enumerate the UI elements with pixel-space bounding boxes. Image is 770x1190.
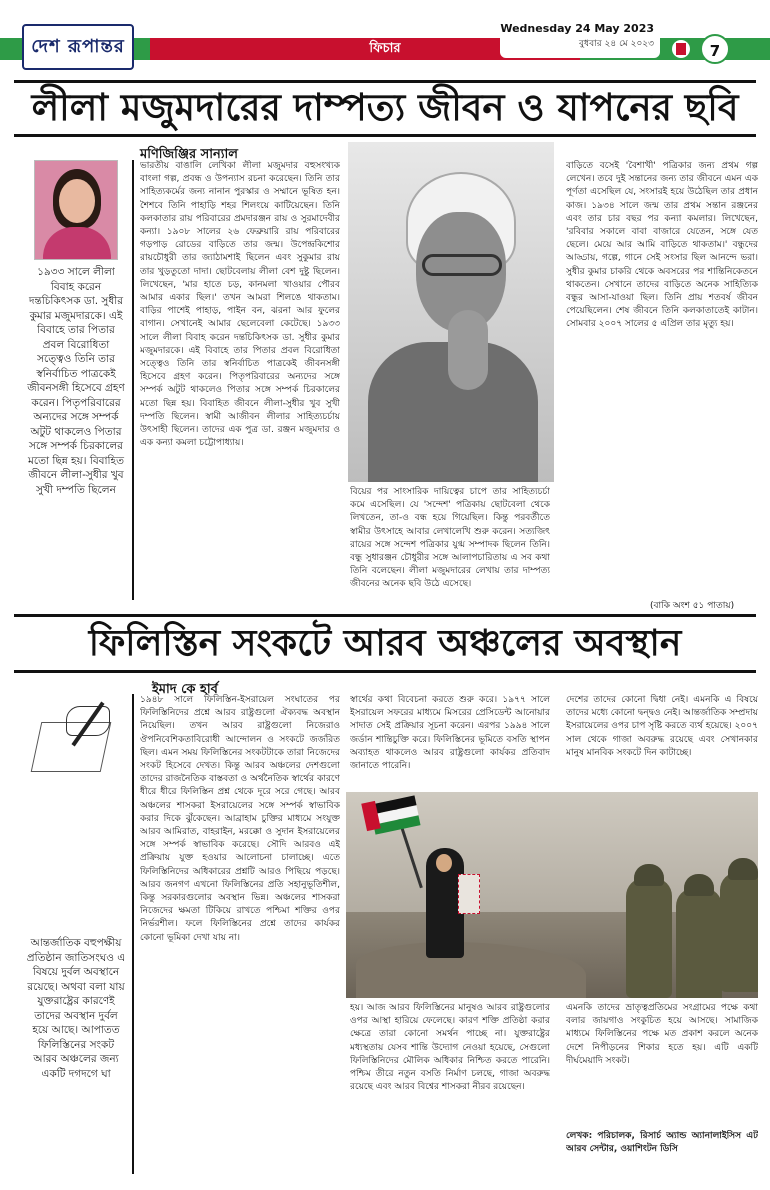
protester-scarf	[458, 874, 480, 914]
article-1-column-1: ভারতীয় বাঙালি লেখিকা লীলা মজুমদার বহুসংখ্যক বাংলা গল্প, প্রবন্ধ ও উপন্যাস রচনা করেছেন। তিনি তার সাহিত্যকর্মের জন্য নানান পুরস্কার ও সম্মানে ভূষিত হন। শৈশবে তিনি পাহাড়ি শহর শিলংয়ে কাটিয়েছেন। তিনি কলকাতার রায় পরিবারের প্রমদারঞ্জন রায় ও সুরমাদেবীর কন্যা। ১৯০৮ সালের ২৬ ফেব্রুয়ারি রায় পরিবারের গড়পাড় রোডের বাড়িতে তার জন্ম। উপেন্দ্রকিশোর রায়চৌধুরী তার জ্যাঠামশাই ছিলেন এবং সুকুমার রায় তার খুড়তুতো দাদা। ছোটবেলায় লীলা বেশ দুষ্টু ছিলেন। লিখেছেন, 'মার হাতে চড়, কানমলা খাওয়ার পৌরব আমার একার ছিল।' তখন আমরা শিলঙে থাকতাম। বাড়ির পাশেই পাহাড়, পাইন বন, ঝরনা আর ফুলের বাগান। সেখানেই আমার ছেলেবেলা কেটেছে। ১৯৩৩ সালে লীলা বিবাহ করেন দন্তচিকিৎসক ডা. সুধীর কুমার মজুমদারকে। এই বিবাহে তার পিতার প্রবল বিরোধিতা সত্ত্বেও তিনি তার স্বনির্বাচিত পাত্রকেই জীবনসঙ্গী হিসেবে গ্রহণ করেন। পিতৃপরিবারের অন্যদের সঙ্গে সম্পর্ক অটুট থাকলেও পিতার সঙ্গে সম্পর্ক চিরকালের মতো ছিন্ন হয়। বিবাহিত জীবনে লীলা-সুধীর খুব সুখী দম্পতি ছিলেন। স্বামী আজীবন লীলার সাহিত্যচর্চায় উৎসাহী ছিলেন। তাদের এক পুত্র ডা. রঞ্জন মজুমদার ও এক কন্যা কমলা চট্টোপাধ্যায়।	[140, 161, 340, 449]
protester-face	[436, 854, 452, 872]
helmet-icon	[728, 858, 758, 880]
byline-article-2: ইমাদ কে হার্ব	[152, 682, 218, 697]
article-2-column-3: দেশের তাদের কোনো দ্বিধা নেই। এমনকি এ বিষয়ে তাদের মধ্যে কোনো দ্বন্দ্বও নেই। আন্তর্জাতিক সম্প্রদায় ইসরায়েলের ওপর চাপ সৃষ্টি করতে ব্যর্থ হয়েছে। ২০০৭ সাল থেকে গাজা অবরুদ্ধ রয়েছে এবং সেখানকার মানুষ মানবিক সংকটে দিন কাটাচ্ছে।	[566, 695, 758, 758]
lila-majumdar-photo	[348, 142, 554, 482]
soldier-figure	[676, 888, 722, 998]
column-divider	[132, 694, 134, 1174]
photo-figure-hand	[448, 310, 488, 390]
divider	[14, 614, 756, 617]
headline-article-1: লীলা মজুমদারের দাম্পত্য জীবন ও যাপনের ছবি	[31, 85, 739, 129]
article-2-column-5: এমনকি তাদের ভ্রাতৃত্বপ্রতিমের সংগ্রামের পক্ষে কথা বলার জায়গাও সংকুচিত হয়ে আসছে। সামাজিক মাধ্যমে ফিলিস্তিনের পক্ষে মত প্রকাশ করলে অনেক দেশে নিপীড়নের শিকার হতে হয়। এটি একটি দীর্ঘমেয়াদি সংকট।	[566, 1003, 758, 1066]
section-tag: ফিচার	[369, 41, 401, 56]
date-english: Wednesday 24 May 2023	[500, 22, 654, 35]
divider	[14, 134, 756, 137]
palestine-protest-photo	[346, 792, 758, 998]
article-1-column-3: বাড়িতে বসেই 'বৈশাখী' পত্রিকার জন্য প্রথম গল্প লেখেন। তবে দুই সন্তানের জন্য তার জীবনে এমন এক পূর্ণতা এসেছিল যে, সংসারই হয়ে উঠেছিল তার প্রধান কাজ। ১৯৩৪ সালে জন্ম তার প্রথম সন্তান রঞ্জনের এবং তার চার বছর পর কন্যা কমলার। লিখেছেন, 'রবিবার সকালে বাবা বাজারে যেতেন, সঙ্গে যেত ছেলে। মেয়ে আর আমি বাড়িতে থাকতাম।' বন্ধুদের আড্ডায়, গল্পে, গানে সেই সংসার ছিল আনন্দে ভরা। সুধীর কুমার চাকরি থেকে অবসরের পর শান্তিনিকেতনে থাকতেন। সেখানে তাদের বাড়িতে অনেক সাহিত্যিক বন্ধুর আসা-যাওয়া ছিল। তিনি প্রায় শতবর্ষ জীবন পেয়েছিলেন। শেষ জীবনে তিনি কলকাতাতেই কাটান। সোমবার ২০০৭ সালের ৫ এপ্রিল তার মৃত্যু হয়।	[566, 161, 758, 330]
page-number: 7	[700, 34, 730, 64]
column-divider	[132, 160, 134, 600]
author-note: লেখক: পরিচালক, রিসার্চ অ্যান্ড অ্যানালাইসিস এট আরব সেন্টার, ওয়াশিংটন ডিসি	[566, 1131, 758, 1155]
date-bangla: বুধবার ২৪ মে ২০২৩	[579, 39, 654, 49]
writing-hand-sketch	[26, 692, 126, 782]
author-portrait-image	[34, 160, 118, 260]
byline-article-1: মণিজিঞ্জির সান্যাল	[140, 147, 238, 162]
soldier-figure	[626, 878, 672, 998]
pull-quote-article-2: আন্তর্জাতিক বহুপক্ষীয় প্রতিষ্ঠান জাতিসংঘও এ বিষয়ে দুর্বল অবস্থানে রয়েছে। অথবা বলা যায় যুক্তরাষ্ট্রের কারণেই তাদের অবস্থান দুর্বল হয়ে আছে। আপাতত ফিলিস্তিনের সংকট আরব অঞ্চলের জন্য একটি দগদগে ঘা	[26, 937, 126, 1080]
portrait-body	[43, 227, 111, 260]
photo-figure-glasses	[422, 254, 502, 276]
continued-note: (বাকি অংশ ৫১ পাতায়)	[650, 601, 735, 611]
article-2-column-2: স্বার্থের কথা বিবেচনা করতে শুরু করে। ১৯৭৭ সালে ইসরায়েল সফরের মাধ্যমে মিসরের প্রেসিডেন্ট আনোয়ার সাদাত সেই প্রক্রিয়ার সূচনা করেন। এরপর ১৯৯৪ সালে জর্ডান শান্তিচুক্তি করে। ফিলিস্তিনের ভূমিতে বসতি স্থাপন অব্যাহত থাকলেও আরব রাষ্ট্রগুলো কার্যকর প্রতিবাদ জানাতে পারেনি।	[350, 695, 550, 772]
article-2-column-1: ১৯৪৮ সালে ফিলিস্তিন-ইসরায়েল সংঘাতের পর ফিলিস্তিনিদের প্রশ্নে আরব রাষ্ট্রগুলো ঐক্যবদ্ধ অবস্থান নিয়েছিল। তখন আরব রাষ্ট্রগুলো নিজেরাও ঔপনিবেশিকতাবিরোধী আন্দোলন ও সংকটে জর্জরিত ছিল। এমন সময় ফিলিস্তিনের সংকটটাকে তারা নিজেদের সংকট হিসেবে দেখত। কিন্তু আরব অঞ্চলের দেশগুলো তাদের রাজনৈতিক বাস্তবতা ও অর্থনৈতিক স্বার্থের কারণে ধীরে ধীরে ফিলিস্তিন প্রশ্ন থেকে দূরে সরে গেছে। আরব অঞ্চলের শাসকরা ইসরায়েলের সঙ্গে সম্পর্ক স্বাভাবিক করার দিকে ঝুঁকেছেন। আব্রাহাম চুক্তির মাধ্যমে সংযুক্ত আরব আমিরাত, বাহরাইন, মরক্কো ও সুদান ইসরায়েলের সঙ্গে সম্পর্ক স্বাভাবিক করেছে। সৌদি আরবও এই প্রক্রিয়ায় যুক্ত হওয়ার আলোচনা চালাচ্ছে। এতে ফিলিস্তিনিদের অধিকারের প্রশ্নটি আরও পিছিয়ে পড়ছে। আরব জনগণ এখনো ফিলিস্তিনের প্রতি সহানুভূতিশীল, কিন্তু সরকারগুলোর অবস্থান ভিন্ন। অঞ্চলের শাসকরা নিজেদের ক্ষমতা টিকিয়ে রাখতে পশ্চিমা শক্তির ওপর নির্ভরশীল। ফলে ফিলিস্তিনের প্রশ্নে তাদের কার্যকর কোনো ভূমিকা দেখা যায় না।	[140, 695, 340, 943]
headline-article-2: ফিলিস্তিন সংকটে আরব অঞ্চলের অবস্থান	[88, 622, 682, 664]
newspaper-logo[interactable]	[22, 24, 134, 70]
article-1-column-2: বিয়ের পর সাংসারিক দায়িত্বের চাপে তার সাহিত্যচর্চা কমে এসেছিল। যে 'সন্দেশ' পত্রিকায় ছোটবেলা থেকে লিখতেন, তা-ও বন্ধ হয়ে গিয়েছিল। কিন্তু পরবর্তীতে স্বামীর উৎসাহে আবার লেখালেখি শুরু করেন। সত্যজিৎ রায়ের সঙ্গে সন্দেশ পত্রিকার যুগ্ম সম্পাদক ছিলেন তিনি। বন্ধু সুধারঞ্জন চৌধুরীর সঙ্গে আলাপচারিতায় এ সব কথা তিনি বলেছেন। লীলা মজুমদারের লেখায় তার দাম্পত্য জীবনের অনেক ছবি উঠে এসেছে।	[350, 487, 550, 590]
divider	[14, 670, 756, 673]
portrait-face	[59, 179, 95, 223]
logo-text: দেশ রূপান্তর	[31, 35, 125, 57]
helmet-icon	[634, 864, 664, 886]
helmet-icon	[684, 874, 714, 896]
flag-icon	[672, 40, 690, 58]
article-2-column-4: হয়। আজ আরব ফিলিস্তিনের মানুষও আরব রাষ্ট্রগুলোর ওপর আস্থা হারিয়ে ফেলেছে। কারণ শক্তি প্রতিষ্ঠা করার ক্ষেত্রে তারা কোনো সমর্থন পাচ্ছে না। যুক্তরাষ্ট্রের মধ্যস্থতায় যেসব শান্তি উদ্যোগ নেওয়া হয়েছে, সেগুলো ফিলিস্তিনিদের মৌলিক অধিকার নিশ্চিত করতে পারেনি। পশ্চিম তীরে নতুন বসতি নির্মাণ চলছে, গাজা অবরুদ্ধ রয়েছে এবং আরব বিশ্বের শাসকরা নীরব রয়েছেন।	[350, 1003, 550, 1093]
pull-quote-article-1: ১৯৩৩ সালে লীলা বিবাহ করেন দন্তচিকিৎসক ডা. সুধীর কুমার মজুমদারকে। এই বিবাহে তার পিতার প্রবল বিরোধিতা সত্ত্বেও তিনি তার স্বনির্বাচিত পাত্রকেই জীবনসঙ্গী হিসেবে গ্রহণ করেন। পিতৃপরিবারের অন্যদের সঙ্গে সম্পর্ক অটুট থাকলেও পিতার সঙ্গে সম্পর্ক চিরকালের মতো ছিন্ন হয়। বিবাহিত জীবনে লীলা-সুধীর খুব সুখী দম্পতি ছিলেন	[27, 266, 125, 496]
soldier-figure	[720, 872, 758, 992]
masthead	[0, 0, 770, 72]
date-box	[500, 14, 660, 58]
